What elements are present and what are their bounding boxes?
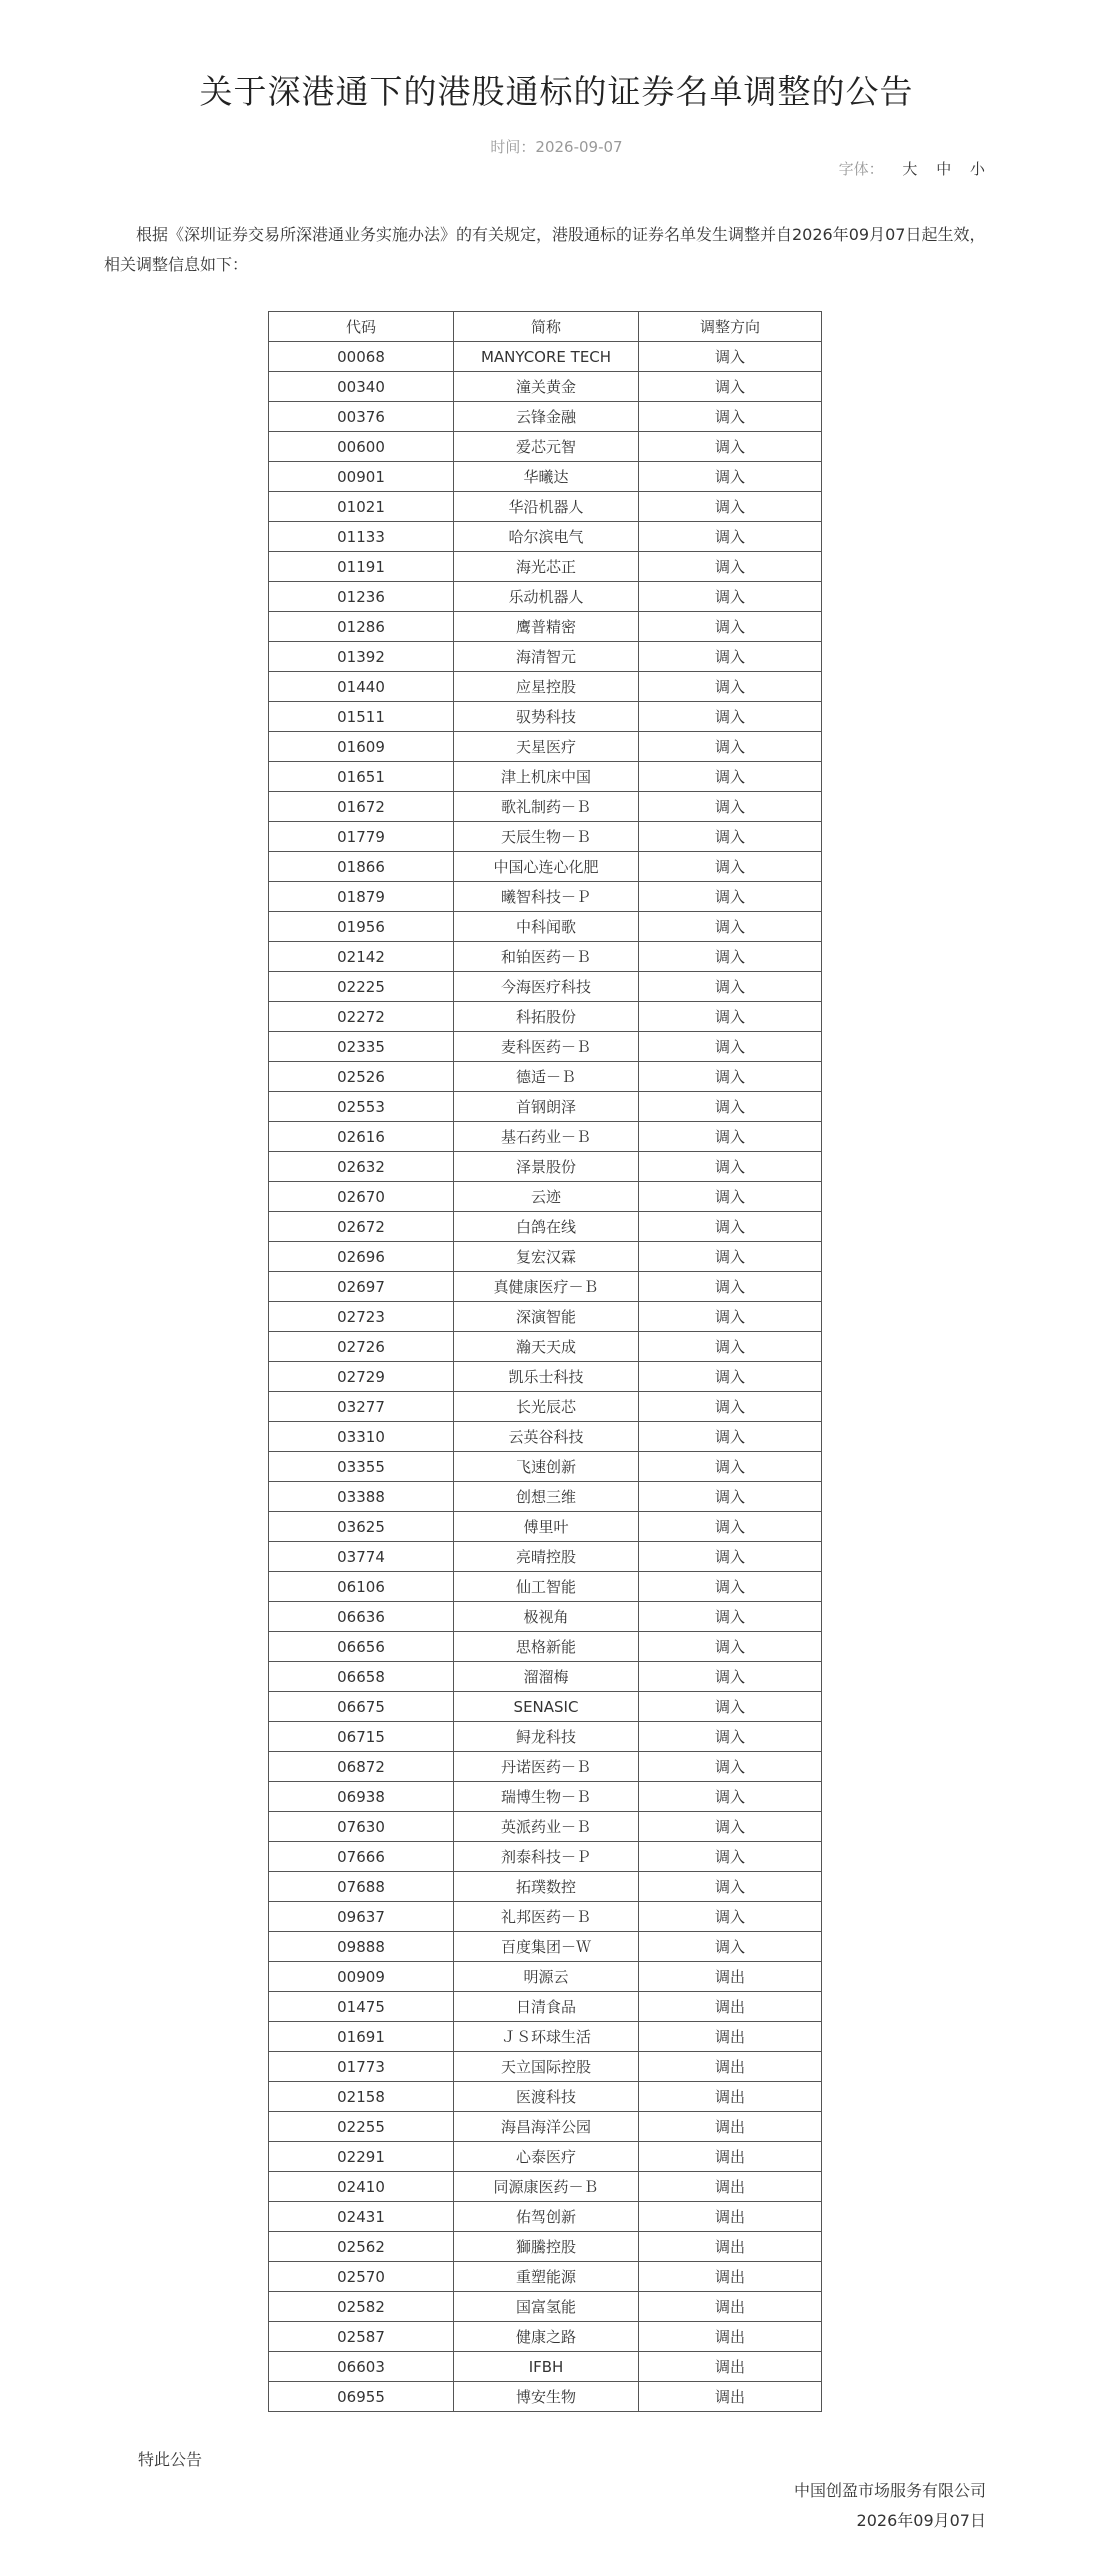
cell-direction: 调入 (639, 582, 822, 612)
cell-direction: 调入 (639, 462, 822, 492)
cell-code: 02697 (269, 1272, 454, 1302)
table-row (269, 1332, 822, 1362)
cell-code: 02225 (269, 972, 454, 1002)
table-row (269, 1122, 822, 1152)
cell-direction: 调入 (639, 1212, 822, 1242)
table-row (269, 1512, 822, 1542)
cell-code: 01440 (269, 672, 454, 702)
cell-name: 曦智科技－Ｐ (454, 882, 639, 912)
cell-direction: 调入 (639, 1542, 822, 1572)
cell-direction: 调入 (639, 792, 822, 822)
cell-direction: 调入 (639, 1842, 822, 1872)
cell-code: 07688 (269, 1872, 454, 1902)
cell-direction: 调入 (639, 492, 822, 522)
cell-name: 深演智能 (454, 1302, 639, 1332)
cell-name: 天立国际控股 (454, 2052, 639, 2082)
table-row (269, 1272, 822, 1302)
intro-paragraph: 根据《深圳证券交易所深港通业务实施办法》的有关规定，港股通标的证券名单发生调整并自2026年09月07日起生效，相关调整信息如下： (104, 225, 986, 274)
table-body (269, 342, 822, 2412)
cell-code: 01779 (269, 822, 454, 852)
cell-code: 00600 (269, 432, 454, 462)
cell-code: 02587 (269, 2322, 454, 2352)
cell-direction: 调入 (639, 1032, 822, 1062)
cell-direction: 调入 (639, 1722, 822, 1752)
cell-code: 01956 (269, 912, 454, 942)
cell-direction: 调入 (639, 1182, 822, 1212)
table-row (269, 882, 822, 912)
cell-direction: 调入 (639, 372, 822, 402)
cell-direction: 调入 (639, 1902, 822, 1932)
cell-direction: 调入 (639, 1872, 822, 1902)
cell-direction: 调出 (639, 1962, 822, 1992)
cell-name: 瑞博生物－Ｂ (454, 1782, 639, 1812)
cell-code: 03388 (269, 1482, 454, 1512)
cell-code: 02570 (269, 2262, 454, 2292)
table-row (269, 1452, 822, 1482)
table-row (269, 1032, 822, 1062)
cell-name: 心泰医疗 (454, 2142, 639, 2172)
table-row (269, 492, 822, 522)
table-row (269, 1902, 822, 1932)
table-row (269, 672, 822, 702)
table-row (269, 1182, 822, 1212)
cell-name: 明源云 (454, 1962, 639, 1992)
cell-code: 06636 (269, 1602, 454, 1632)
securities-table (268, 311, 822, 2412)
cell-direction: 调入 (639, 822, 822, 852)
cell-direction: 调入 (639, 402, 822, 432)
cell-name: 歌礼制药－Ｂ (454, 792, 639, 822)
cell-direction: 调出 (639, 2082, 822, 2112)
cell-name: 爱芯元智 (454, 432, 639, 462)
table-row (269, 1422, 822, 1452)
cell-code: 02553 (269, 1092, 454, 1122)
cell-code: 01691 (269, 2022, 454, 2052)
table-row (269, 852, 822, 882)
cell-name: 鲟龙科技 (454, 1722, 639, 1752)
cell-code: 02729 (269, 1362, 454, 1392)
table-row (269, 1602, 822, 1632)
cell-code: 00068 (269, 342, 454, 372)
table-header-row (269, 312, 822, 342)
cell-code: 02410 (269, 2172, 454, 2202)
font-size-medium-button[interactable]: 中 (936, 160, 952, 178)
cell-name: 鹰普精密 (454, 612, 639, 642)
cell-direction: 调入 (639, 912, 822, 942)
cell-direction: 调入 (639, 1272, 822, 1302)
cell-direction: 调入 (639, 1932, 822, 1962)
table-row (269, 1152, 822, 1182)
cell-code: 06656 (269, 1632, 454, 1662)
cell-name: 天辰生物－Ｂ (454, 822, 639, 852)
publish-time-value: 2026-09-07 (535, 138, 623, 156)
cell-name: 国富氢能 (454, 2292, 639, 2322)
cell-code: 02616 (269, 1122, 454, 1152)
table-row (269, 1542, 822, 1572)
cell-name: 应星控股 (454, 672, 639, 702)
cell-code: 02255 (269, 2112, 454, 2142)
table-row (269, 2112, 822, 2142)
cell-code: 00901 (269, 462, 454, 492)
cell-code: 02562 (269, 2232, 454, 2262)
cell-name: 瀚天天成 (454, 1332, 639, 1362)
table-row (269, 1482, 822, 1512)
table-row (269, 2142, 822, 2172)
cell-direction: 调入 (639, 702, 822, 732)
cell-direction: 调入 (639, 1512, 822, 1542)
cell-code: 02726 (269, 1332, 454, 1362)
cell-name: 华沿机器人 (454, 492, 639, 522)
table-row (269, 402, 822, 432)
cell-name: 科拓股份 (454, 1002, 639, 1032)
header-name: 简称 (454, 312, 639, 342)
cell-direction: 调入 (639, 1392, 822, 1422)
cell-name: 剂泰科技－Ｐ (454, 1842, 639, 1872)
table-row (269, 762, 822, 792)
table-row (269, 2382, 822, 2412)
table-row (269, 1242, 822, 1272)
table-row (269, 1092, 822, 1122)
cell-name: 飞速创新 (454, 1452, 639, 1482)
cell-direction: 调入 (639, 1242, 822, 1272)
cell-name: 天星医疗 (454, 732, 639, 762)
table-row (269, 1692, 822, 1722)
cell-code: 01191 (269, 552, 454, 582)
table-row (269, 2232, 822, 2262)
font-size-small-button[interactable]: 小 (969, 160, 985, 178)
cell-direction: 调入 (639, 1092, 822, 1122)
cell-direction: 调出 (639, 2322, 822, 2352)
closing-text: 特此公告 (138, 2450, 203, 2469)
cell-direction: 调入 (639, 972, 822, 1002)
cell-name: 健康之路 (454, 2322, 639, 2352)
cell-name: 日清食品 (454, 1992, 639, 2022)
cell-code: 06675 (269, 1692, 454, 1722)
table-row (269, 582, 822, 612)
cell-code: 02335 (269, 1032, 454, 1062)
table-row (269, 342, 822, 372)
cell-code: 02672 (269, 1212, 454, 1242)
cell-code: 06106 (269, 1572, 454, 1602)
cell-code: 07630 (269, 1812, 454, 1842)
cell-name: 驭势科技 (454, 702, 639, 732)
cell-name: 同源康医药－Ｂ (454, 2172, 639, 2202)
cell-code: 02158 (269, 2082, 454, 2112)
cell-name: 华曦达 (454, 462, 639, 492)
cell-code: 01609 (269, 732, 454, 762)
cell-name: 哈尔滨电气 (454, 522, 639, 552)
table-row (269, 1632, 822, 1662)
table-row (269, 2262, 822, 2292)
cell-code: 02291 (269, 2142, 454, 2172)
cell-name: 拓璞数控 (454, 1872, 639, 1902)
table-row (269, 1932, 822, 1962)
cell-direction: 调入 (639, 1782, 822, 1812)
cell-name: 重塑能源 (454, 2262, 639, 2292)
cell-code: 06938 (269, 1782, 454, 1812)
cell-direction: 调出 (639, 2172, 822, 2202)
cell-name: 创想三维 (454, 1482, 639, 1512)
cell-code: 01672 (269, 792, 454, 822)
table-row (269, 942, 822, 972)
cell-name: 傅里叶 (454, 1512, 639, 1542)
cell-name: 复宏汉霖 (454, 1242, 639, 1272)
cell-direction: 调入 (639, 642, 822, 672)
cell-code: 01475 (269, 1992, 454, 2022)
cell-name: 亮晴控股 (454, 1542, 639, 1572)
cell-direction: 调入 (639, 522, 822, 552)
cell-code: 06715 (269, 1722, 454, 1752)
cell-name: 乐动机器人 (454, 582, 639, 612)
cell-name: 中科闻歌 (454, 912, 639, 942)
cell-name: 凯乐士科技 (454, 1362, 639, 1392)
cell-code: 02582 (269, 2292, 454, 2322)
cell-direction: 调出 (639, 2022, 822, 2052)
table-row (269, 1062, 822, 1092)
cell-name: 和铂医药－Ｂ (454, 942, 639, 972)
cell-direction: 调入 (639, 552, 822, 582)
cell-code: 02272 (269, 1002, 454, 1032)
cell-code: 00376 (269, 402, 454, 432)
cell-direction: 调入 (639, 342, 822, 372)
cell-code: 06872 (269, 1752, 454, 1782)
cell-code: 03277 (269, 1392, 454, 1422)
cell-direction: 调入 (639, 1152, 822, 1182)
cell-direction: 调入 (639, 1332, 822, 1362)
cell-direction: 调入 (639, 762, 822, 792)
cell-code: 01511 (269, 702, 454, 732)
cell-direction: 调入 (639, 1362, 822, 1392)
table-row (269, 2202, 822, 2232)
cell-name: 真健康医疗－Ｂ (454, 1272, 639, 1302)
cell-code: 00340 (269, 372, 454, 402)
cell-direction: 调入 (639, 432, 822, 462)
cell-code: 02723 (269, 1302, 454, 1332)
issuer-name: 中国创盈市场服务有限公司 (793, 2481, 986, 2500)
cell-name: SENASIC (454, 1692, 639, 1722)
publish-time (0, 136, 1113, 157)
cell-name: 医渡科技 (454, 2082, 639, 2112)
cell-name: 白鸽在线 (454, 1212, 639, 1242)
cell-name: 今海医疗科技 (454, 972, 639, 1002)
table-row (269, 1872, 822, 1902)
cell-direction: 调入 (639, 1122, 822, 1152)
cell-direction: 调入 (639, 882, 822, 912)
table-row (269, 2322, 822, 2352)
table-row (269, 1842, 822, 1872)
cell-direction: 调出 (639, 2142, 822, 2172)
cell-code: 01133 (269, 522, 454, 552)
cell-code: 02526 (269, 1062, 454, 1092)
table-row (269, 1812, 822, 1842)
cell-name: IFBH (454, 2352, 639, 2382)
table-row (269, 792, 822, 822)
cell-direction: 调入 (639, 1602, 822, 1632)
table-row (269, 612, 822, 642)
table-row (269, 1962, 822, 1992)
font-size-large-button[interactable]: 大 (902, 160, 918, 178)
cell-direction: 调入 (639, 612, 822, 642)
cell-name: 溜溜梅 (454, 1662, 639, 1692)
cell-direction: 调出 (639, 2232, 822, 2262)
cell-code: 06658 (269, 1662, 454, 1692)
table-row (269, 432, 822, 462)
font-size-label: 字体： (838, 160, 884, 178)
publish-time-label: 时间： (490, 138, 536, 156)
cell-direction: 调入 (639, 1752, 822, 1782)
cell-code: 01879 (269, 882, 454, 912)
header-direction: 调整方向 (639, 312, 822, 342)
cell-direction: 调出 (639, 2112, 822, 2142)
cell-code: 01021 (269, 492, 454, 522)
cell-name: 海清智元 (454, 642, 639, 672)
cell-name: 长光辰芯 (454, 1392, 639, 1422)
table-row (269, 462, 822, 492)
table-row (269, 2292, 822, 2322)
cell-name: 泽景股份 (454, 1152, 639, 1182)
table-row (269, 1002, 822, 1032)
cell-direction: 调出 (639, 2052, 822, 2082)
cell-direction: 调入 (639, 1572, 822, 1602)
cell-code: 09637 (269, 1902, 454, 1932)
cell-name: 中国心连心化肥 (454, 852, 639, 882)
cell-code: 00909 (269, 1962, 454, 1992)
cell-code: 03774 (269, 1542, 454, 1572)
issue-date: 2026年09月07日 (856, 2511, 986, 2530)
cell-direction: 调入 (639, 1692, 822, 1722)
cell-name: 海昌海洋公园 (454, 2112, 639, 2142)
table-row (269, 2052, 822, 2082)
cell-name: 云锋金融 (454, 402, 639, 432)
table-row (269, 1212, 822, 1242)
cell-name: ＪＳ环球生活 (454, 2022, 639, 2052)
cell-code: 07666 (269, 1842, 454, 1872)
cell-name: 博安生物 (454, 2382, 639, 2412)
cell-name: 潼关黄金 (454, 372, 639, 402)
table-row (269, 1752, 822, 1782)
table-row (269, 1392, 822, 1422)
cell-name: 仙工智能 (454, 1572, 639, 1602)
table-row (269, 2082, 822, 2112)
cell-direction: 调出 (639, 2382, 822, 2412)
table-row (269, 2352, 822, 2382)
cell-name: 英派药业－Ｂ (454, 1812, 639, 1842)
cell-direction: 调出 (639, 2292, 822, 2322)
table-row (269, 912, 822, 942)
table-row (269, 372, 822, 402)
cell-direction: 调入 (639, 852, 822, 882)
cell-code: 01773 (269, 2052, 454, 2082)
table-row (269, 522, 822, 552)
cell-name: MANYCORE TECH (454, 342, 639, 372)
cell-direction: 调入 (639, 942, 822, 972)
table-row (269, 2022, 822, 2052)
table-row (269, 642, 822, 672)
cell-code: 02142 (269, 942, 454, 972)
cell-name: 海光芯正 (454, 552, 639, 582)
cell-name: 獅騰控股 (454, 2232, 639, 2262)
cell-direction: 调入 (639, 1632, 822, 1662)
table-row (269, 822, 822, 852)
cell-code: 06603 (269, 2352, 454, 2382)
cell-name: 礼邦医药－Ｂ (454, 1902, 639, 1932)
cell-code: 01392 (269, 642, 454, 672)
table-row (269, 1362, 822, 1392)
cell-direction: 调入 (639, 1662, 822, 1692)
cell-name: 百度集团－Ｗ (454, 1932, 639, 1962)
cell-direction: 调出 (639, 2352, 822, 2382)
cell-name: 云迹 (454, 1182, 639, 1212)
cell-name: 德适－Ｂ (454, 1062, 639, 1092)
cell-name: 极视角 (454, 1602, 639, 1632)
cell-name: 基石药业－Ｂ (454, 1122, 639, 1152)
cell-direction: 调入 (639, 1812, 822, 1842)
cell-code: 02431 (269, 2202, 454, 2232)
table-row (269, 1782, 822, 1812)
cell-direction: 调出 (639, 2202, 822, 2232)
table-row (269, 1662, 822, 1692)
table-row (269, 2172, 822, 2202)
cell-direction: 调入 (639, 1452, 822, 1482)
cell-code: 01286 (269, 612, 454, 642)
font-size-selector (839, 158, 985, 179)
cell-code: 02632 (269, 1152, 454, 1182)
cell-code: 02696 (269, 1242, 454, 1272)
cell-direction: 调入 (639, 1482, 822, 1512)
cell-direction: 调入 (639, 1002, 822, 1032)
cell-name: 丹诺医药－Ｂ (454, 1752, 639, 1782)
cell-name: 云英谷科技 (454, 1422, 639, 1452)
table-row (269, 552, 822, 582)
cell-name: 麦科医药－Ｂ (454, 1032, 639, 1062)
cell-direction: 调入 (639, 1422, 822, 1452)
cell-code: 01866 (269, 852, 454, 882)
cell-code: 09888 (269, 1932, 454, 1962)
cell-name: 思格新能 (454, 1632, 639, 1662)
cell-code: 03355 (269, 1452, 454, 1482)
table-row (269, 1302, 822, 1332)
cell-code: 01236 (269, 582, 454, 612)
table-row (269, 732, 822, 762)
page-title: 关于深港通下的港股通标的证券名单调整的公告 (199, 72, 914, 111)
table-row (269, 702, 822, 732)
cell-direction: 调入 (639, 1062, 822, 1092)
cell-code: 03625 (269, 1512, 454, 1542)
cell-code: 06955 (269, 2382, 454, 2412)
table-row (269, 1992, 822, 2022)
cell-direction: 调出 (639, 2262, 822, 2292)
cell-direction: 调入 (639, 672, 822, 702)
cell-name: 津上机床中国 (454, 762, 639, 792)
cell-direction: 调入 (639, 1302, 822, 1332)
header-code: 代码 (269, 312, 454, 342)
cell-direction: 调入 (639, 732, 822, 762)
cell-name: 首钢朗泽 (454, 1092, 639, 1122)
table-row (269, 972, 822, 1002)
cell-name: 佑驾创新 (454, 2202, 639, 2232)
cell-code: 02670 (269, 1182, 454, 1212)
table-row (269, 1572, 822, 1602)
cell-direction: 调出 (639, 1992, 822, 2022)
cell-code: 01651 (269, 762, 454, 792)
cell-code: 03310 (269, 1422, 454, 1452)
table-row (269, 1722, 822, 1752)
